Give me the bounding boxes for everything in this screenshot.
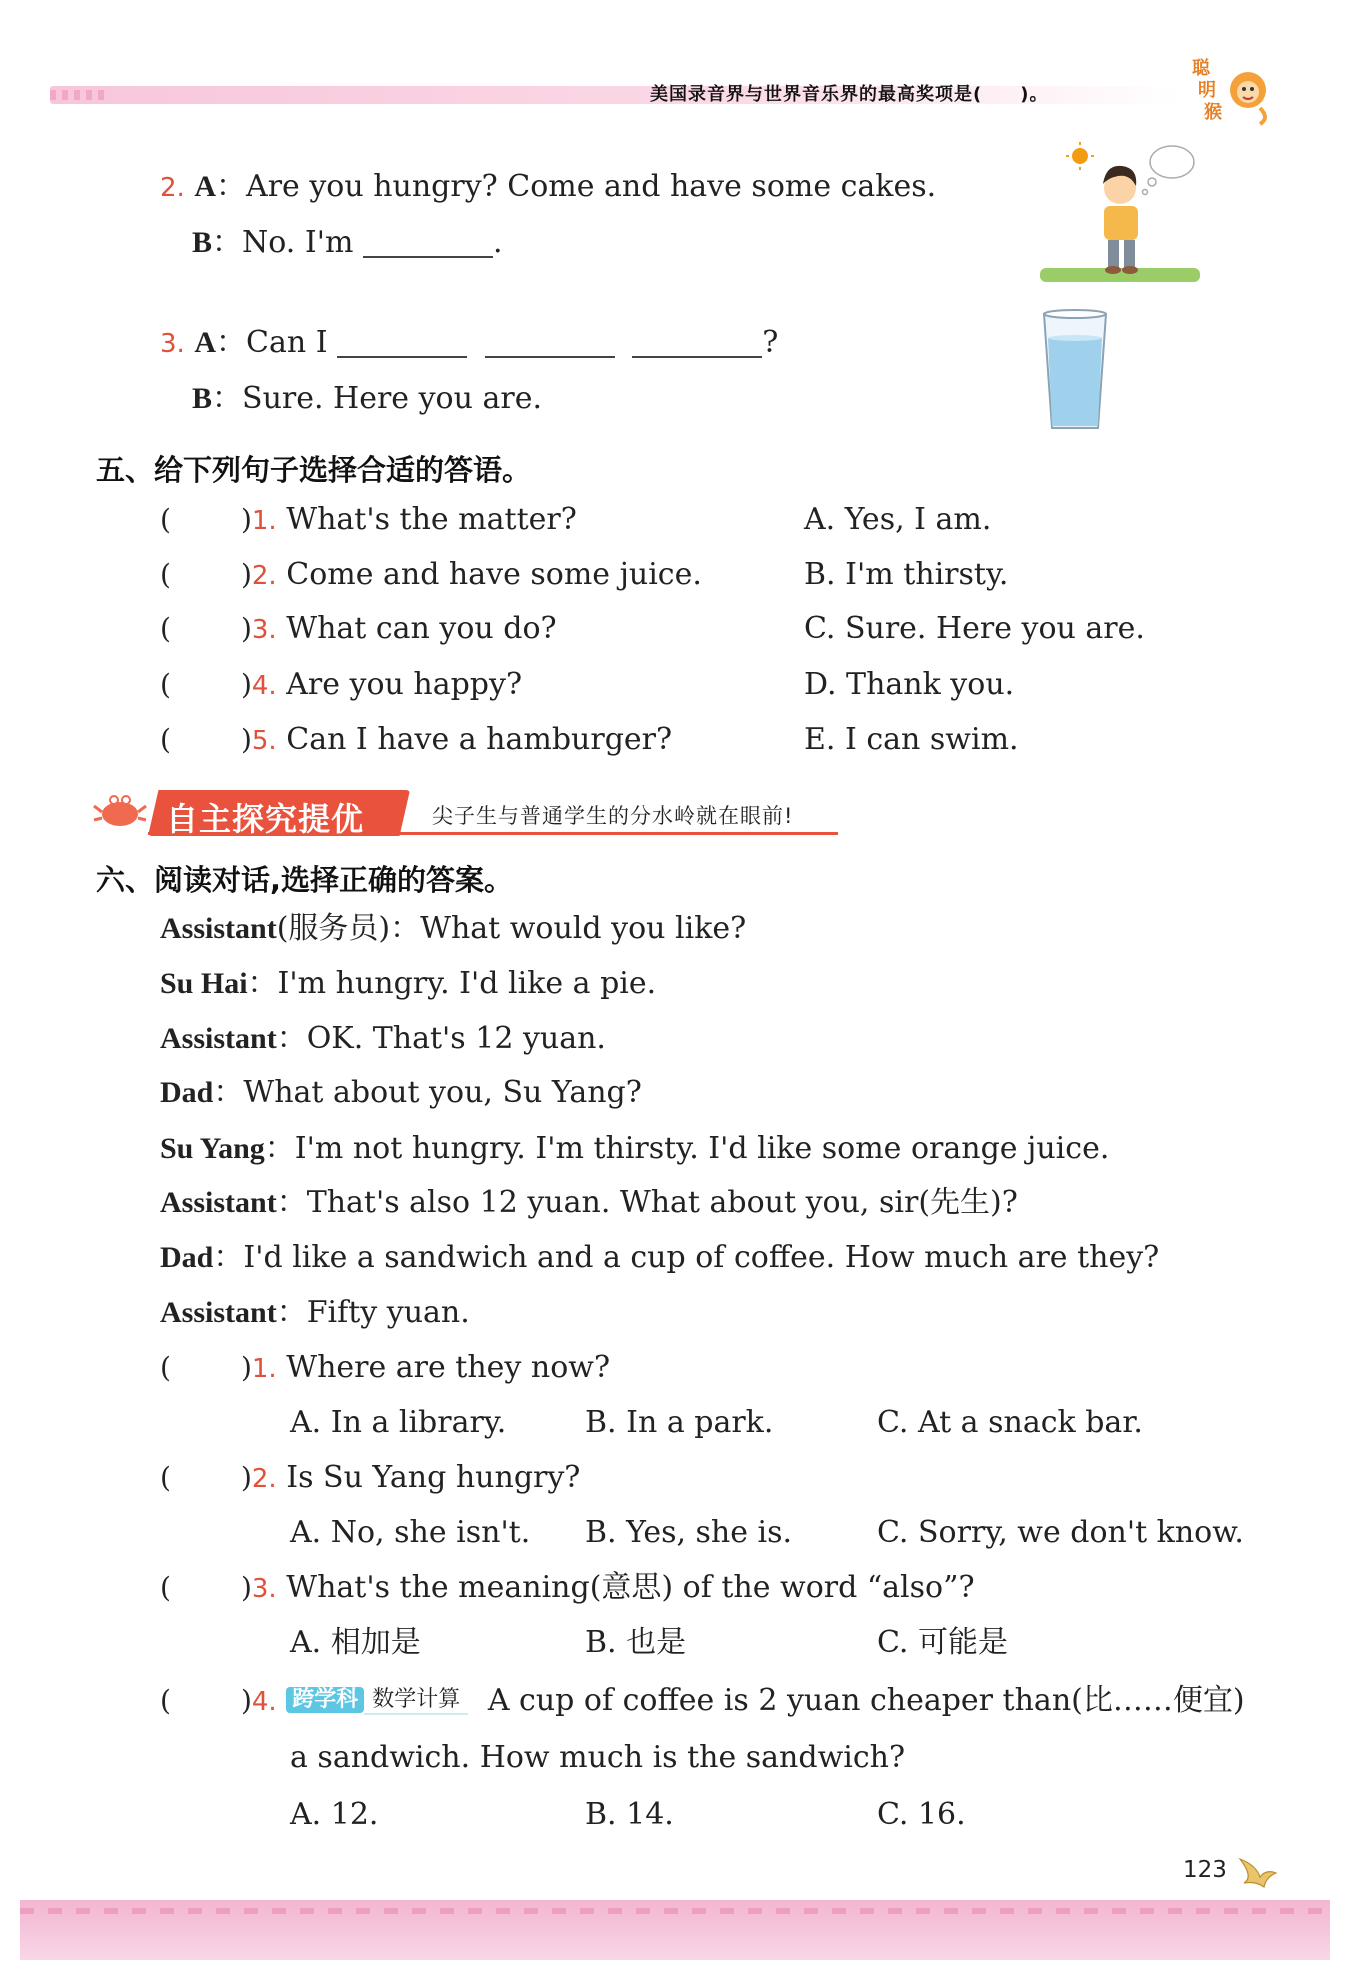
water-glass-illustration [1040, 308, 1110, 434]
s6-question-number: 1. [251, 1354, 277, 1384]
answer-paren-close: ) [240, 1684, 252, 1717]
dialogue-line [160, 1185, 1018, 1220]
s6-q1-option-a[interactable]: A. In a library. [290, 1405, 507, 1440]
dialogue-text: ：I'm not hungry. I'm thirsty. I'd like some orange juice. [264, 1131, 1110, 1166]
s6-question-text: Where are they now? [286, 1350, 611, 1385]
svg-text:猴: 猴 [1204, 102, 1222, 123]
s6-q1-option-b[interactable]: B. In a park. [585, 1405, 774, 1440]
math-calc-tag: 数学计算 [364, 1687, 468, 1715]
q3-text-a: ：Can I [216, 325, 328, 360]
s5-item-5 [160, 722, 673, 757]
s6-question-text: What's the meaning(意思) of the word “also”? [286, 1570, 975, 1605]
s5-item-number: 4. [251, 671, 277, 701]
s5-item-number: 1. [251, 506, 277, 536]
s5-item-2 [160, 557, 702, 592]
s6-q4-option-c[interactable]: C. 16. [877, 1797, 966, 1832]
q2-answer-blank[interactable] [363, 232, 493, 258]
s5-option: A. Yes, I am. [804, 502, 992, 537]
answer-paren-close: ) [240, 668, 252, 701]
s6-q2-option-a[interactable]: A. No, she isn't. [290, 1515, 531, 1550]
dialogue-speaker: Dad [160, 1076, 214, 1109]
q3-speaker-a: A [194, 326, 217, 359]
q2-speaker-b: B [192, 226, 213, 259]
section5-title: 五、给下列句子选择合适的答语。 [96, 453, 532, 487]
answer-paren-open: ( [160, 558, 171, 591]
answer-paren-open: ( [160, 612, 171, 645]
s5-item-3 [160, 611, 557, 646]
bird-icon [1238, 1855, 1278, 1891]
answer-paren-close: ) [240, 1461, 252, 1494]
footer-decor-band [20, 1900, 1330, 1960]
s5-item-text: Come and have some juice. [286, 557, 702, 592]
s6-question-4 [160, 1683, 1245, 1718]
dialogue-speaker: Su Yang [160, 1132, 265, 1165]
svg-text:明: 明 [1198, 80, 1216, 101]
s6-q3-option-b[interactable]: B. 也是 [585, 1625, 687, 1660]
banner-slogan: 尖子生与普通学生的分水岭就在眼前! [432, 804, 794, 828]
q2-text-a: ：Are you hungry? Come and have some cakes. [216, 169, 937, 204]
dialogue-line [160, 1295, 470, 1330]
q3-speaker-b: B [192, 382, 213, 415]
s6-question-3 [160, 1570, 975, 1605]
dialogue-line [160, 1131, 1110, 1166]
s6-q4-option-b[interactable]: B. 14. [585, 1797, 674, 1832]
s5-item-number: 3. [251, 615, 277, 645]
s5-item-text: Are you happy? [286, 667, 523, 702]
dialogue-speaker: Assistant [160, 1022, 277, 1055]
s6-q4-option-a[interactable]: A. 12. [290, 1797, 379, 1832]
dialogue-text: ：Fifty yuan. [276, 1295, 470, 1330]
answer-paren-close: ) [240, 1571, 252, 1604]
answer-paren-open: ( [160, 1571, 171, 1604]
header-trivia: 美国录音界与世界音乐界的最高奖项是( )。 [650, 84, 1049, 105]
q3-text-b: ：Sure. Here you are. [212, 381, 542, 416]
dialogue-speaker: Dad [160, 1241, 214, 1274]
dialogue-speaker: Su Hai [160, 967, 248, 1000]
dialogue-speaker: Assistant [160, 912, 277, 945]
answer-paren-open: ( [160, 668, 171, 701]
answer-paren-open: ( [160, 1684, 171, 1717]
s6-question-text: Is Su Yang hungry? [286, 1460, 581, 1495]
dialogue-text: ：I'd like a sandwich and a cup of coffee. How much are they? [213, 1240, 1160, 1275]
q3-line-a [160, 325, 779, 360]
dialogue-speaker: Assistant [160, 1296, 277, 1329]
s6-question-1 [160, 1350, 611, 1385]
page-number: 123 [1183, 1857, 1227, 1883]
s5-option: E. I can swim. [804, 722, 1019, 757]
s5-item-1 [160, 502, 577, 537]
monkey-logo [1190, 52, 1270, 128]
answer-paren-close: ) [240, 723, 252, 756]
s5-item-number: 2. [251, 561, 277, 591]
s6-question-number: 3. [251, 1574, 277, 1604]
s6-q2-option-b[interactable]: B. Yes, she is. [585, 1515, 793, 1550]
answer-paren-close: ) [240, 503, 252, 536]
q2-number: 2. [160, 173, 185, 203]
s6-question-4-cont: a sandwich. How much is the sandwich? [290, 1740, 906, 1775]
dialogue-text: ：What about you, Su Yang? [213, 1075, 642, 1110]
banner-title: 自主探究提优 [166, 800, 365, 838]
answer-paren-close: ) [240, 1351, 252, 1384]
s5-option: C. Sure. Here you are. [804, 611, 1145, 646]
q3-number: 3. [160, 329, 185, 359]
s6-q3-option-a[interactable]: A. 相加是 [290, 1625, 421, 1660]
answer-paren-open: ( [160, 1461, 171, 1494]
s5-option: D. Thank you. [804, 667, 1015, 702]
q2-line-a [160, 169, 937, 204]
dialogue-line [160, 1075, 642, 1110]
dialogue-speaker: Assistant [160, 1186, 277, 1219]
dialogue-text: ：I'm hungry. I'd like a pie. [247, 966, 657, 1001]
q3-blank-1[interactable] [337, 332, 467, 358]
s5-item-text: What's the matter? [286, 502, 577, 537]
dialogue-line [160, 1240, 1160, 1275]
q2-text-b-end: . [492, 225, 503, 260]
answer-paren-close: ) [240, 558, 252, 591]
s6-question-number: 2. [251, 1464, 277, 1494]
dialogue-line [160, 966, 657, 1001]
s6-question-2 [160, 1460, 581, 1495]
answer-paren-open: ( [160, 723, 171, 756]
answer-paren-open: ( [160, 1351, 171, 1384]
dialogue-text: (服务员)：What would you like? [276, 911, 747, 946]
section6-title: 六、阅读对话,选择正确的答案。 [96, 863, 514, 897]
q2-line-b [192, 225, 503, 260]
s5-item-number: 5. [251, 726, 277, 756]
s6-question-number: 4. [251, 1687, 277, 1717]
s5-option: B. I'm thirsty. [804, 557, 1009, 592]
s6-q2-option-c[interactable]: C. Sorry, we don't know. [877, 1515, 1244, 1550]
q3-end: ? [762, 325, 779, 360]
answer-paren-open: ( [160, 503, 171, 536]
s6-q1-option-c[interactable]: C. At a snack bar. [877, 1405, 1143, 1440]
thirsty-boy-illustration [1040, 140, 1210, 290]
answer-paren-close: ) [240, 612, 252, 645]
crab-icon [92, 786, 148, 834]
cross-subject-tag: 跨学科 [286, 1687, 364, 1713]
q3-blank-2[interactable] [485, 332, 615, 358]
s5-item-text: What can you do? [286, 611, 557, 646]
dialogue-line [160, 1021, 606, 1056]
s5-item-4 [160, 667, 523, 702]
q2-text-b: ：No. I'm [212, 225, 354, 260]
q3-line-b [192, 381, 542, 416]
s6-q3-option-c[interactable]: C. 可能是 [877, 1625, 1008, 1660]
dialogue-text: ：That's also 12 yuan. What about you, sir(先生)? [276, 1185, 1018, 1220]
dialogue-line [160, 911, 747, 946]
q2-speaker-a: A [194, 170, 217, 203]
dialogue-text: ：OK. That's 12 yuan. [276, 1021, 606, 1056]
s5-item-text: Can I have a hamburger? [286, 722, 673, 757]
s6-question-text: A cup of coffee is 2 yuan cheaper than(比……便宜) [487, 1683, 1245, 1718]
svg-text:聪: 聪 [1192, 58, 1210, 79]
q3-blank-3[interactable] [632, 332, 762, 358]
